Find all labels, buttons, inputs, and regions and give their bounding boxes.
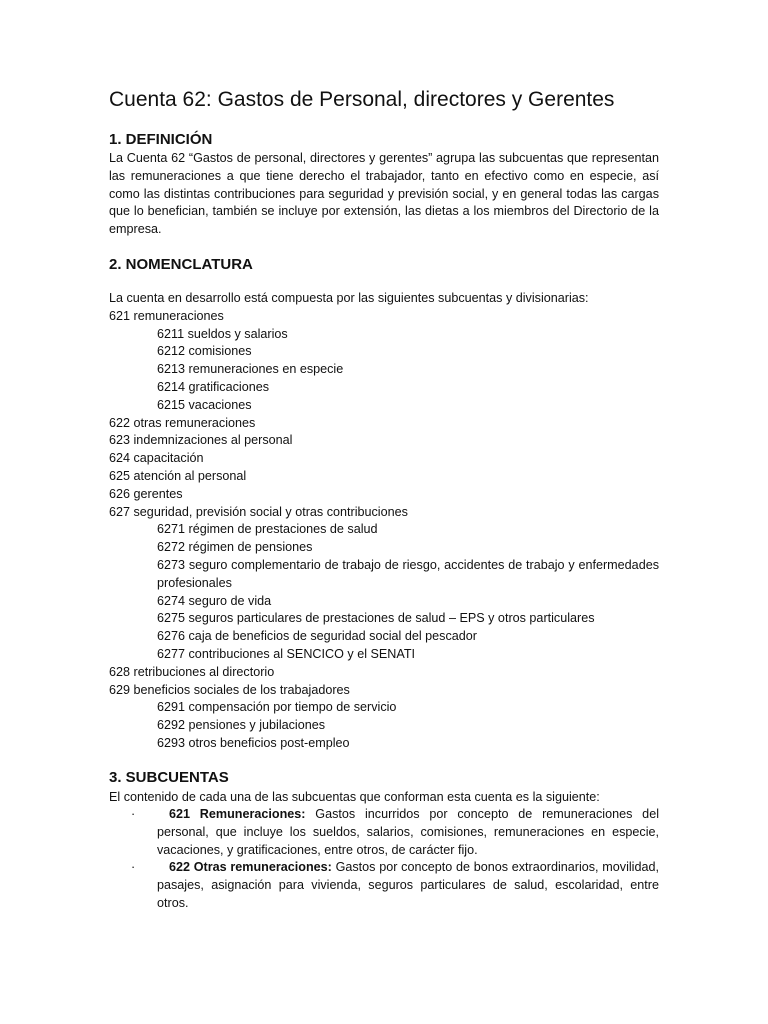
- nomenclature-item: 627 seguridad, previsión social y otras contribuciones: [109, 504, 408, 519]
- subcuentas-intro: El contenido de cada una de las subcuentas que conforman esta cuenta es la siguiente:: [109, 790, 600, 804]
- subcuenta-description: Gastos por concepto de bonos extraordinarios, movilidad, pasajes, asignación para vivienda, seguros particulares de salud, escolaridad, entre otros.: [157, 860, 659, 910]
- nomenclature-list: [109, 290, 659, 753]
- nomenclature-item: 625 atención al personal: [109, 468, 247, 483]
- nomenclature-item: 623 indemnizaciones al personal: [109, 433, 293, 448]
- nomenclature-item: 6275 seguros particulares de prestaciones de salud – EPS y otros particulares: [157, 611, 595, 626]
- nomenclature-item: 6273 seguro complementario de trabajo de riesgo, accidentes de trabajo y enfermedades profesionales: [157, 557, 659, 590]
- nomenclature-item: 6274 seguro de vida: [157, 593, 272, 608]
- nomenclature-item: 6293 otros beneficios post-empleo: [157, 735, 350, 750]
- nomenclature-item: 6212 comisiones: [157, 344, 252, 359]
- nomenclature-item: 6214 gratificaciones: [157, 379, 270, 394]
- nomenclature-item: 6215 vacaciones: [157, 397, 252, 412]
- nomenclature-item: 6276 caja de beneficios de seguridad social del pescador: [157, 629, 477, 644]
- definition-paragraph: La Cuenta 62 “Gastos de personal, directores y gerentes” agrupa las subcuentas que representan las remuneraciones a que tiene derecho el trabajador, tanto en efectivo como en especie, así como las distintas contribuciones para seguridad y previsión social, y en general todas las cargas que lo benefician, también se incluye por extensión, las dietas a los miembros del Directorio de la empresa.: [109, 151, 659, 237]
- nomenclature-item: 6211 sueldos y salarios: [157, 326, 288, 341]
- bullet-marker: ·: [131, 807, 136, 821]
- nomenclature-item: 626 gerentes: [109, 486, 183, 501]
- subcuenta-item: [109, 859, 659, 912]
- nomenclature-item: 628 retribuciones al directorio: [109, 664, 275, 679]
- subcuenta-term: 621 Remuneraciones:: [169, 807, 306, 821]
- nomenclature-item: 6291 compensación por tiempo de servicio: [157, 700, 397, 715]
- section-heading-subcuentas: 3. SUBCUENTAS: [109, 769, 229, 786]
- nomenclature-item: 629 beneficios sociales de los trabajadores: [109, 682, 350, 697]
- subcuenta-item: [109, 806, 659, 859]
- nomenclature-item: 6277 contribuciones al SENCICO y el SENATI: [157, 646, 416, 661]
- document-title: Cuenta 62: Gastos de Personal, directores y Gerentes: [109, 88, 615, 111]
- nomenclature-item: 6292 pensiones y jubilaciones: [157, 718, 326, 733]
- nomenclature-item: 622 otras remuneraciones: [109, 415, 256, 430]
- bullet-marker: ·: [131, 860, 136, 875]
- nomenclature-intro: La cuenta en desarrollo está compuesta por las siguientes subcuentas y divisionarias:: [109, 291, 589, 305]
- section-heading-nomenclatura: 2. NOMENCLATURA: [109, 256, 253, 273]
- subcuentas-list: [109, 806, 659, 913]
- nomenclature-item: 6213 remuneraciones en especie: [157, 362, 344, 377]
- nomenclature-item: 624 capacitación: [109, 451, 204, 466]
- nomenclature-item: 621 remuneraciones: [109, 308, 224, 323]
- subcuenta-description: Gastos incurridos por concepto de remuneraciones del personal, que incluye los sueldos, salarios, comisiones, remuneraciones en especie, vacaciones, y gratificaciones, entre otros, de carácter fijo.: [157, 807, 659, 857]
- section-heading-definicion: 1. DEFINICIÓN: [109, 131, 213, 148]
- nomenclature-item: 6271 régimen de prestaciones de salud: [157, 522, 378, 537]
- nomenclature-item: 6272 régimen de pensiones: [157, 540, 313, 555]
- subcuenta-term: 622 Otras remuneraciones:: [169, 860, 332, 875]
